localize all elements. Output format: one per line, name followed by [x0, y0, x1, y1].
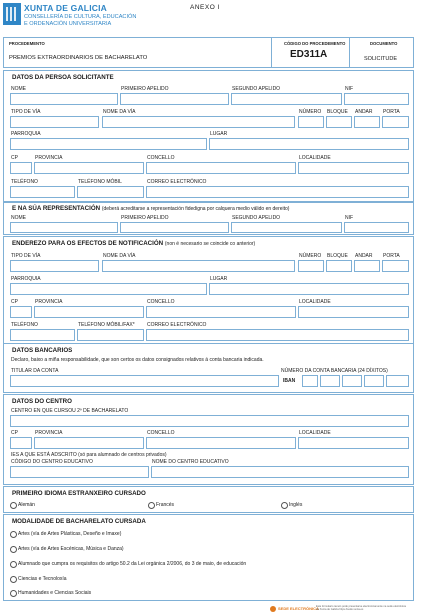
document-value: SOLICITUDE	[364, 56, 398, 62]
option-modality-3: Alumnado que cumpra os requisitos do artigo 50.2 da Lei orgánica 2/2006, do 3 de maio, de educación	[18, 561, 247, 567]
brand-name: XUNTA DE GALICIA	[24, 3, 108, 13]
department-name	[24, 14, 136, 28]
center-label-concello: CONCELLO	[147, 430, 175, 436]
field-account-holder[interactable]	[10, 375, 279, 387]
label-tipo-via: TIPO DE VÍA	[11, 109, 41, 115]
center-label-provincia: PROVINCIA	[35, 430, 63, 436]
field-ap1[interactable]	[120, 93, 229, 105]
radio-modality-1[interactable]	[10, 531, 17, 538]
bank-declaration: Declaro, baixo a miña responsabilidade, que son certos os datos consignados relativos á conta bancaria indicada.	[11, 357, 264, 363]
field-provincia[interactable]	[34, 162, 144, 174]
not-field-telefono-fax[interactable]	[77, 329, 144, 341]
department-line-1: CONSELLERÍA DE CULTURA, EDUCACIÓN	[24, 14, 137, 20]
notification-title	[12, 240, 255, 247]
xunta-logo-icon	[3, 3, 21, 25]
field-account-2[interactable]	[342, 375, 362, 387]
not-label-telefono: TELÉFONO	[11, 322, 38, 328]
field-lugar[interactable]	[209, 138, 409, 150]
option-modality-2: Artes (vía de Artes Escénicas, Música e Danza)	[18, 546, 124, 552]
label-account-holder: TITULAR DA CONTA	[11, 368, 59, 374]
field-andar[interactable]	[354, 116, 380, 128]
label-iban: IBAN	[283, 378, 296, 384]
not-label-lugar: LUGAR	[210, 276, 228, 282]
label-andar: ANDAR	[355, 109, 373, 115]
rep-label-ap1: PRIMEIRO APELIDO	[121, 215, 169, 221]
field-iban[interactable]	[302, 375, 318, 387]
label-ies: IES A QUE ESTÁ ADSCRITO (só para alumnado de centros privados)	[11, 452, 167, 458]
field-account-1[interactable]	[320, 375, 340, 387]
option-ingles: Inglés	[289, 502, 303, 508]
field-nome[interactable]	[10, 93, 118, 105]
field-bloque[interactable]	[326, 116, 352, 128]
label-ap2: SEGUNDO APELIDO	[232, 86, 281, 92]
not-field-localidade[interactable]	[298, 306, 409, 318]
not-field-tipo-via[interactable]	[10, 260, 99, 272]
language-section	[3, 486, 414, 513]
rep-label-nif: NIF	[345, 215, 354, 221]
procedure-divider	[271, 38, 272, 67]
field-parroquia[interactable]	[10, 138, 207, 150]
option-modality-1: Artes (vía de Artes Plásticas, Deseño e Imaxe)	[18, 531, 122, 537]
label-lugar: LUGAR	[210, 131, 228, 137]
label-concello: CONCELLO	[147, 155, 175, 161]
label-telefono-movil: TELÉFONO MÓBIL	[78, 179, 122, 185]
label-cp: CP	[11, 155, 18, 161]
radio-modality-4[interactable]	[10, 576, 17, 583]
procedure-code-value: ED311A	[290, 49, 328, 60]
field-account-3[interactable]	[364, 375, 384, 387]
not-label-cp: CP	[11, 299, 18, 305]
not-field-correo[interactable]	[146, 329, 409, 341]
radio-modality-3[interactable]	[10, 561, 17, 568]
radio-modality-5[interactable]	[10, 590, 17, 597]
field-account-4[interactable]	[386, 375, 409, 387]
label-center-name: NOME DO CENTRO EDUCATIVO	[152, 459, 229, 465]
code-divider	[349, 38, 350, 67]
label-telefono: TELÉFONO	[11, 179, 38, 185]
label-porta: PORTA	[383, 109, 400, 115]
document-label: DOCUMENTO	[370, 41, 398, 46]
radio-modality-2[interactable]	[10, 546, 17, 553]
field-center-code[interactable]	[10, 466, 149, 478]
option-modality-4: Ciencias e Tecnoloxía	[18, 576, 67, 582]
field-cp[interactable]	[10, 162, 32, 174]
not-field-nome-via[interactable]	[102, 260, 295, 272]
modality-title: MODALIDADE DE BACHARELATO CURSADA	[12, 518, 146, 525]
not-label-nome-via: NOME DA VÍA	[103, 253, 136, 259]
representative-section	[3, 202, 414, 235]
center-title: DATOS DO CENTRO	[12, 398, 72, 405]
rep-field-ap2[interactable]	[231, 222, 342, 233]
field-ap2[interactable]	[231, 93, 342, 105]
not-label-localidade: LOCALIDADE	[299, 299, 331, 305]
procedure-code-label: CÓDIGO DO PROCEDEMENTO	[284, 41, 346, 46]
label-center-code: CÓDIGO DO CENTRO EDUCATIVO	[11, 459, 93, 465]
label-ap1: PRIMEIRO APELIDO	[121, 86, 169, 92]
field-telefono[interactable]	[10, 186, 75, 198]
field-center-name[interactable]	[151, 466, 409, 478]
not-label-correo: CORREO ELECTRÓNICO	[147, 322, 207, 328]
not-field-porta[interactable]	[382, 260, 409, 272]
radio-frances[interactable]	[148, 502, 155, 509]
label-nome-via: NOME DA VÍA	[103, 109, 136, 115]
center-field-provincia[interactable]	[34, 437, 144, 449]
radio-ingles[interactable]	[281, 502, 288, 509]
notification-note: (non é necesario se coincide co anterior)	[164, 241, 256, 247]
procedure-box	[3, 37, 414, 68]
label-account-number: NÚMERO DA CONTA BANCARIA (24 DÍXITOS)	[281, 368, 388, 374]
not-label-tipo-via: TIPO DE VÍA	[11, 253, 41, 259]
rep-field-ap1[interactable]	[120, 222, 229, 233]
representative-note: (deberá acreditarse a representación fidedigna por calquera medio válido en dereito)	[101, 206, 290, 212]
label-parroquia: PARROQUIA	[11, 131, 41, 137]
bank-title: DATOS BANCARIOS	[12, 347, 73, 354]
not-label-numero: NÚMERO	[299, 253, 322, 259]
rep-label-nome: NOME	[11, 215, 26, 221]
field-concello[interactable]	[146, 162, 296, 174]
not-field-parroquia[interactable]	[10, 283, 207, 295]
not-label-andar: ANDAR	[355, 253, 373, 259]
sede-note: Este formulario tamén pode presentarse electronicamente na sede electrónica da Xunta de Galicia https://sede.xunta.es	[316, 605, 406, 611]
field-center[interactable]	[10, 415, 409, 427]
not-label-concello: CONCELLO	[147, 299, 175, 305]
label-provincia: PROVINCIA	[35, 155, 63, 161]
label-numero: NÚMERO	[299, 109, 322, 115]
not-label-bloque: BLOQUE	[327, 253, 348, 259]
not-field-cp[interactable]	[10, 306, 32, 318]
center-label-localidade: LOCALIDADE	[299, 430, 331, 436]
field-telefono-movil[interactable]	[77, 186, 144, 198]
procedure-value: PREMIOS EXTRAORDINARIOS DE BACHARELATO	[9, 55, 148, 61]
not-label-parroquia: PARROQUIA	[11, 276, 41, 282]
field-porta[interactable]	[382, 116, 409, 128]
notification-title-text: ENDEREZO PARA OS EFECTOS DE NOTIFICACIÓN	[12, 240, 164, 247]
label-center: CENTRO EN QUE CURSOU 2º DE BACHARELATO	[11, 408, 129, 414]
center-field-cp[interactable]	[10, 437, 32, 449]
field-nif[interactable]	[344, 93, 409, 105]
label-localidade: LOCALIDADE	[299, 155, 331, 161]
language-title: PRIMEIRO IDIOMA ESTRANXEIRO CURSADO	[12, 490, 146, 497]
not-field-andar[interactable]	[354, 260, 380, 272]
field-correo[interactable]	[146, 186, 409, 198]
label-bloque: BLOQUE	[327, 109, 348, 115]
field-nome-via[interactable]	[102, 116, 295, 128]
sede-label[interactable]: SEDE ELECTRÓNICA	[278, 606, 319, 611]
applicant-section	[3, 70, 414, 202]
bank-section	[3, 343, 414, 393]
not-label-provincia: PROVINCIA	[35, 299, 63, 305]
not-label-porta: PORTA	[383, 253, 400, 259]
field-localidade[interactable]	[298, 162, 409, 174]
not-field-lugar[interactable]	[209, 283, 409, 295]
center-field-localidade[interactable]	[298, 437, 409, 449]
center-section	[3, 394, 414, 485]
radio-aleman[interactable]	[10, 502, 17, 509]
representative-title-text: E NA SÚA REPRESENTACIÓN	[12, 205, 101, 212]
not-field-bloque[interactable]	[326, 260, 352, 272]
representative-title	[12, 205, 289, 212]
option-frances: Francés	[156, 502, 175, 508]
label-nome: NOME	[11, 86, 26, 92]
not-field-provincia[interactable]	[34, 306, 144, 318]
label-nif: NIF	[345, 86, 354, 92]
not-label-telefono-fax: TELÉFONO MÓBIL/FAX*	[78, 322, 135, 328]
not-field-numero[interactable]	[298, 260, 324, 272]
field-numero[interactable]	[298, 116, 324, 128]
field-tipo-via[interactable]	[10, 116, 99, 128]
center-label-cp: CP	[11, 430, 18, 436]
not-field-telefono[interactable]	[10, 329, 75, 341]
option-aleman: Alemán	[18, 502, 35, 508]
sede-icon	[270, 606, 276, 612]
modality-section	[3, 514, 414, 601]
rep-field-nome[interactable]	[10, 222, 118, 233]
applicant-title: DATOS DA PERSOA SOLICITANTE	[12, 74, 114, 81]
department-line-2: E ORDENACIÓN UNIVERSITARIA	[24, 21, 112, 27]
annex-title: ANEXO I	[190, 4, 220, 11]
option-modality-5: Humanidades e Ciencias Sociais	[18, 590, 92, 596]
procedure-label: PROCEDEMENTO	[9, 41, 45, 46]
rep-label-ap2: SEGUNDO APELIDO	[232, 215, 281, 221]
not-field-concello[interactable]	[146, 306, 296, 318]
rep-field-nif[interactable]	[344, 222, 409, 233]
label-correo: CORREO ELECTRÓNICO	[147, 179, 207, 185]
center-field-concello[interactable]	[146, 437, 296, 449]
